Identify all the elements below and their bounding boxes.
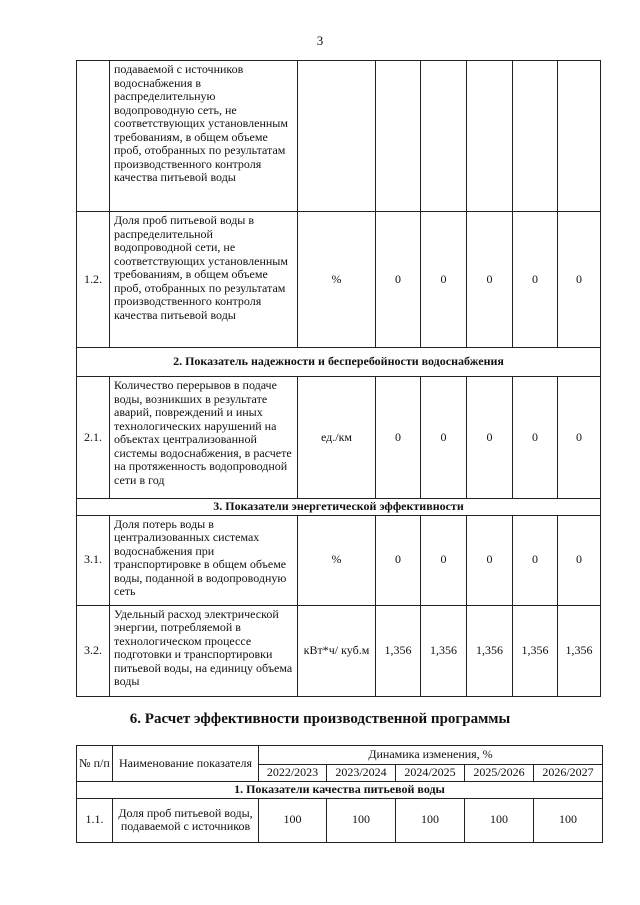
year-header: 2022/2023 xyxy=(259,765,327,782)
section-row xyxy=(77,348,601,377)
value-cell: 0 xyxy=(513,377,558,499)
section-title: 6. Расчет эффективности производственной программы xyxy=(129,711,511,727)
value-cell: 0 xyxy=(467,515,513,605)
year-header: 2026/2027 xyxy=(534,765,603,782)
value-cell: 0 xyxy=(376,212,421,348)
row-number: 2.1. xyxy=(77,377,110,499)
value-cell: 0 xyxy=(376,515,421,605)
table-row xyxy=(77,212,601,348)
year-header: 2023/2024 xyxy=(327,765,396,782)
section-heading: 1. Показатели качества питьевой воды xyxy=(77,782,603,799)
unit-cell: % xyxy=(298,212,376,348)
value-cell: 0 xyxy=(376,377,421,499)
unit-cell: % xyxy=(298,515,376,605)
value-cell: 0 xyxy=(421,377,467,499)
indicator-description: Удельный расход электрической энергии, потребляемой в технологическом процессе подготовки и транспортировки питьевой воды, на единицу объема воды xyxy=(110,605,298,696)
value-cell: 0 xyxy=(467,212,513,348)
value-cell: 1,356 xyxy=(513,605,558,696)
row-number: 3.1. xyxy=(77,515,110,605)
value-cell: 0 xyxy=(421,515,467,605)
indicator-description: подаваемой с источников водоснабжения в распределительную водопроводную сеть, не соответствующих установленным требованиям, в общем объеме проб, отобранных по результатам производственного контроля качества питьевой воды xyxy=(110,61,298,212)
value-cell: 0 xyxy=(513,212,558,348)
column-header-number: № п/п xyxy=(77,746,113,782)
row-number: 1.1. xyxy=(77,798,113,842)
value-cell: 100 xyxy=(534,798,603,842)
efficiency-table xyxy=(76,745,603,843)
table-row xyxy=(77,377,601,499)
value-cell: 100 xyxy=(465,798,534,842)
section-heading: 2. Показатель надежности и бесперебойности водоснабжения xyxy=(77,348,601,377)
value-cell: 0 xyxy=(558,515,601,605)
section-row xyxy=(77,782,603,799)
unit-cell: ед./км xyxy=(298,377,376,499)
row-number: 3.2. xyxy=(77,605,110,696)
value-cell: 1,356 xyxy=(421,605,467,696)
indicator-description: Доля потерь воды в централизованных системах водоснабжения при транспортировке в общем объеме воды, поданной в водопроводную сеть xyxy=(110,515,298,605)
table-row xyxy=(77,515,601,605)
unit-cell: кВт*ч/ куб.м xyxy=(298,605,376,696)
value-cell: 100 xyxy=(327,798,396,842)
table-row xyxy=(77,61,601,212)
column-header-dynamics: Динамика изменения, % xyxy=(259,746,603,765)
value-cell: 1,356 xyxy=(467,605,513,696)
table-row xyxy=(77,798,603,842)
column-header-name: Наименование показателя xyxy=(113,746,259,782)
table-row xyxy=(77,605,601,696)
value-cell: 0 xyxy=(467,377,513,499)
indicator-description: Доля проб питьевой воды, подаваемой с источников xyxy=(113,798,259,842)
value-cell: 1,356 xyxy=(558,605,601,696)
row-number xyxy=(77,61,110,212)
indicator-description: Количество перерывов в подаче воды, возникших в результате аварий, повреждений и иных технологических нарушений на объектах централизованной системы водоснабжения, в расчете на протяженность водопроводной сети в год xyxy=(110,377,298,499)
value-cell: 0 xyxy=(513,515,558,605)
value-cell: 100 xyxy=(259,798,327,842)
row-number: 1.2. xyxy=(77,212,110,348)
value-cell: 100 xyxy=(396,798,465,842)
indicator-description: Доля проб питьевой воды в распределительной водопроводной сети, не соответствующих установленным требованиям, в общем объеме проб, отобранных по результатам производственного контроля качества питьевой воды xyxy=(110,212,298,348)
section-row xyxy=(77,499,601,516)
value-cell: 0 xyxy=(421,212,467,348)
year-header: 2024/2025 xyxy=(396,765,465,782)
header-row xyxy=(77,746,603,765)
page-number: 3 xyxy=(316,33,324,48)
section-heading: 3. Показатели энергетической эффективности xyxy=(77,499,601,516)
indicators-table xyxy=(76,60,601,697)
value-cell: 1,356 xyxy=(376,605,421,696)
value-cell: 0 xyxy=(558,212,601,348)
value-cell: 0 xyxy=(558,377,601,499)
year-header: 2025/2026 xyxy=(465,765,534,782)
